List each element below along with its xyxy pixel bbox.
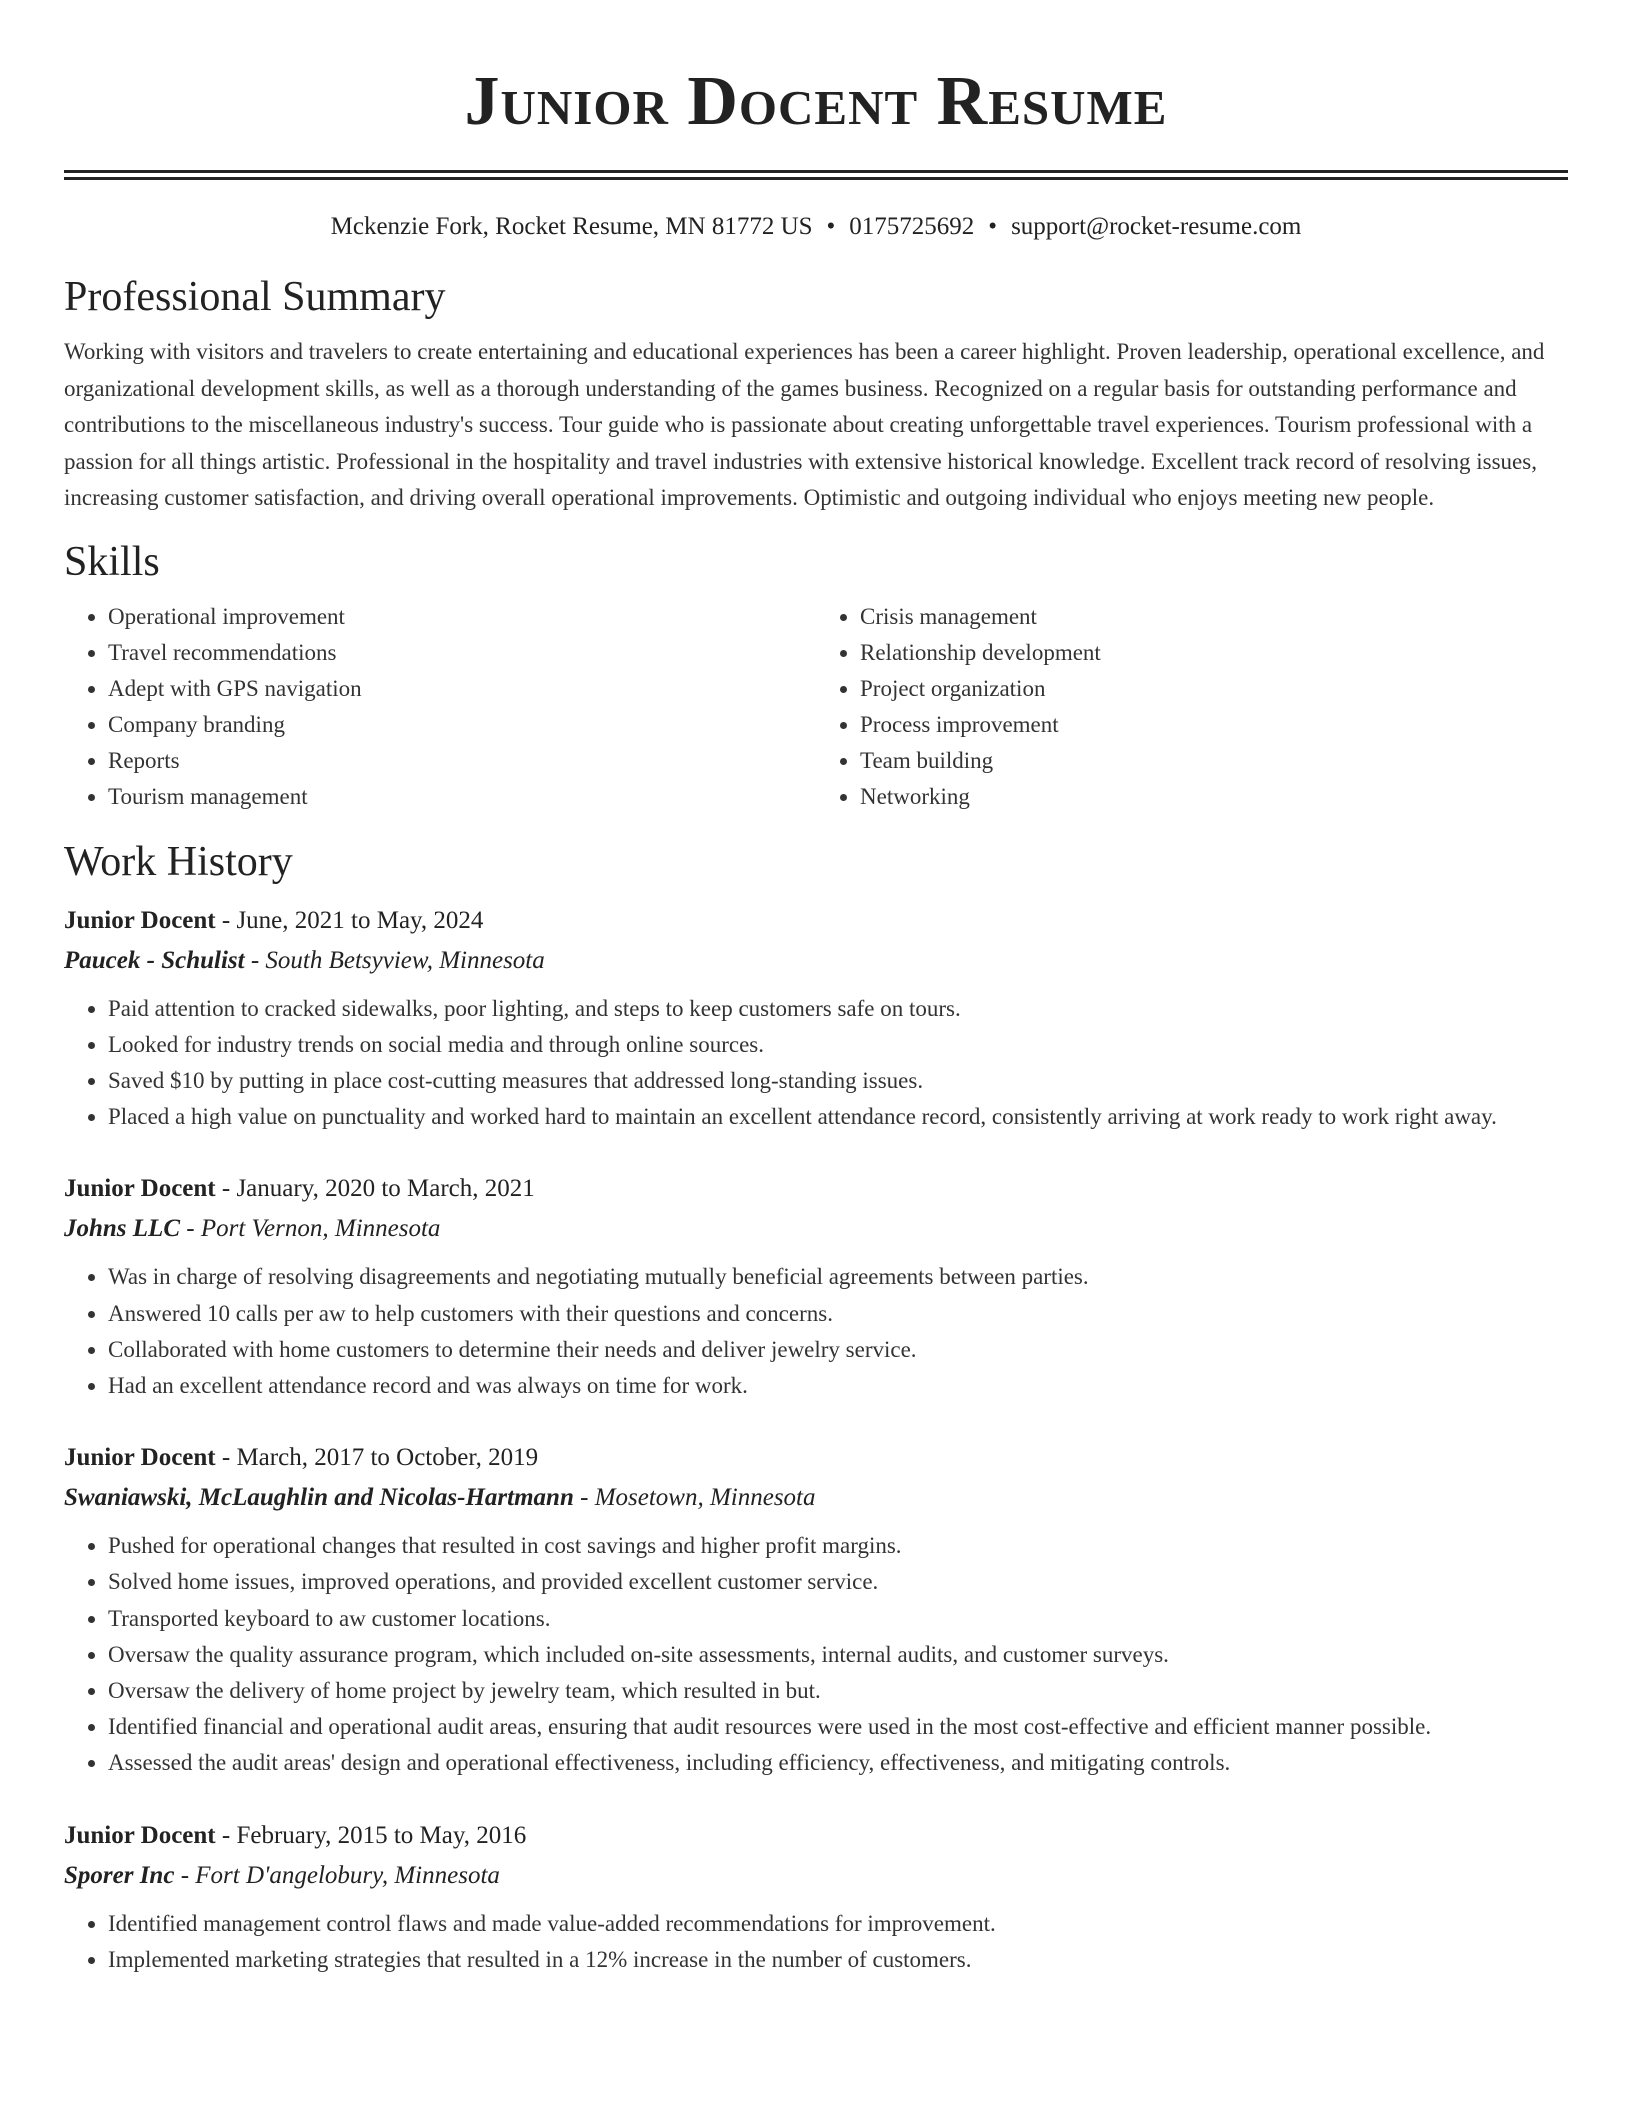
- job-dash: -: [215, 1175, 237, 1203]
- job-bullet: • Transported keyboard to aw customer locations.: [108, 1601, 1568, 1637]
- skill-item: • Team building: [860, 743, 1568, 779]
- work-history-heading: Work History: [64, 838, 293, 885]
- skill-item: • Networking: [860, 779, 1568, 815]
- skill-item: • Operational improvement: [108, 599, 816, 635]
- job-company: Sporer Inc: [64, 1861, 175, 1889]
- job-bullet: • Collaborated with home customers to determine their needs and deliver jewelry service.: [108, 1332, 1568, 1368]
- job-entry: [64, 1438, 1568, 1781]
- job-company: Johns LLC: [64, 1215, 181, 1243]
- job-role: Junior Docent: [64, 1175, 216, 1203]
- job-title-line: [64, 1438, 1568, 1478]
- job-bullet: • Assessed the audit areas' design and operational effectiveness, including efficiency, effectiveness, and mitigating controls.: [108, 1745, 1568, 1781]
- job-bullet: • Implemented marketing strategies that resulted in a 12% increase in the number of customers.: [108, 1942, 1568, 1978]
- job-bullets: [64, 1906, 1568, 1978]
- job-bullet: • Identified management control flaws and made value-added recommendations for improvement.: [108, 1906, 1568, 1942]
- job-title-line: [64, 901, 1568, 941]
- job-location: South Betsyview, Minnesota: [265, 946, 545, 974]
- skills-column-left: [64, 599, 816, 815]
- skill-item: • Relationship development: [860, 635, 1568, 671]
- job-location: Fort D'angelobury, Minnesota: [195, 1861, 500, 1889]
- job-bullet: • Identified financial and operational audit areas, ensuring that audit resources were used in the most cost-effective and efficient manner possible.: [108, 1709, 1568, 1745]
- summary-heading: Professional Summary: [64, 274, 446, 320]
- job-role: Junior Docent: [64, 1444, 216, 1472]
- job-bullet: • Solved home issues, improved operations, and provided excellent customer service.: [108, 1564, 1568, 1600]
- contact-address: Mckenzie Fork, Rocket Resume, MN 81772 US: [330, 213, 813, 240]
- job-bullet: • Placed a high value on punctuality and worked hard to maintain an excellent attendance record, consistently arriving at work ready to work right away.: [108, 1099, 1568, 1135]
- job-entry: [64, 1169, 1568, 1404]
- skill-item: • Tourism management: [108, 779, 816, 815]
- job-bullet: • Oversaw the quality assurance program, which included on-site assessments, internal audits, and customer surveys.: [108, 1637, 1568, 1673]
- company-line: [64, 1856, 1568, 1896]
- job-bullet: • Looked for industry trends on social media and through online sources.: [108, 1027, 1568, 1063]
- contact-phone: 0175725692: [849, 213, 975, 240]
- page-title: Junior Docent Resume: [464, 63, 1168, 140]
- company-line: [64, 1478, 1568, 1518]
- job-bullets: [64, 991, 1568, 1136]
- job-dash: -: [215, 1444, 237, 1472]
- job-role: Junior Docent: [64, 1821, 216, 1849]
- skill-item: • Company branding: [108, 707, 816, 743]
- job-entry: [64, 1816, 1568, 1978]
- skill-item: • Travel recommendations: [108, 635, 816, 671]
- skill-item: • Process improvement: [860, 707, 1568, 743]
- company-line: [64, 1209, 1568, 1249]
- job-dash: -: [244, 946, 266, 974]
- job-bullet: • Had an excellent attendance record and was always on time for work.: [108, 1368, 1568, 1404]
- summary-text: Working with visitors and travelers to create entertaining and educational experiences has been a career highlight. Proven leadership, operational excellence, and organizational development skills, as well as a thorough understanding of the games business. Recognized on a regular basis for outstanding performance and contributions to the miscellaneous industry's success. Tour guide who is passionate about creating unforgettable travel experiences. Tourism professional with a passion for all things artistic. Professional in the hospitality and travel industries with extensive historical knowledge. Excellent track record of resolving issues, increasing customer satisfaction, and driving overall operational improvements. Optimistic and outgoing individual who enjoys meeting new people.: [64, 339, 1545, 510]
- job-dash: -: [174, 1861, 196, 1889]
- job-bullet: • Saved $10 by putting in place cost-cutting measures that addressed long-standing issues.: [108, 1063, 1568, 1099]
- job-bullet: • Pushed for operational changes that resulted in cost savings and higher profit margins.: [108, 1528, 1568, 1564]
- job-bullets: [64, 1259, 1568, 1404]
- job-company: Swaniawski, McLaughlin and Nicolas-Hartmann: [64, 1484, 574, 1512]
- contact-separator: •: [988, 213, 998, 240]
- job-entry: [64, 901, 1568, 1136]
- job-title-line: [64, 1816, 1568, 1856]
- job-company: Paucek - Schulist: [64, 946, 245, 974]
- job-dash: -: [573, 1484, 595, 1512]
- contact-separator: •: [826, 213, 836, 240]
- job-location: Mosetown, Minnesota: [594, 1484, 816, 1512]
- skill-item: • Adept with GPS navigation: [108, 671, 816, 707]
- skills-heading: Skills: [64, 538, 160, 585]
- job-dates: June, 2021 to May, 2024: [236, 906, 484, 934]
- contact-line: [64, 210, 1568, 244]
- skill-item: • Project organization: [860, 671, 1568, 707]
- job-bullet: • Was in charge of resolving disagreements and negotiating mutually beneficial agreements between parties.: [108, 1259, 1568, 1295]
- job-bullet: • Oversaw the delivery of home project by jewelry team, which resulted in but.: [108, 1673, 1568, 1709]
- job-dash: -: [180, 1215, 201, 1243]
- job-bullets: [64, 1528, 1568, 1781]
- title-divider: [64, 170, 1568, 180]
- skills-column-right: [816, 599, 1568, 815]
- job-dates: March, 2017 to October, 2019: [236, 1444, 539, 1472]
- job-role: Junior Docent: [64, 906, 216, 934]
- job-bullet: • Paid attention to cracked sidewalks, poor lighting, and steps to keep customers safe on tours.: [108, 991, 1568, 1027]
- company-line: [64, 941, 1568, 981]
- job-location: Port Vernon, Minnesota: [200, 1215, 441, 1243]
- job-dates: January, 2020 to March, 2021: [236, 1175, 535, 1203]
- skill-item: • Reports: [108, 743, 816, 779]
- contact-email: support@rocket-resume.com: [1011, 213, 1302, 240]
- skills-grid: [64, 599, 1568, 815]
- job-dash: -: [215, 1821, 237, 1849]
- job-dash: -: [215, 906, 237, 934]
- job-dates: February, 2015 to May, 2016: [236, 1821, 527, 1849]
- job-title-line: [64, 1169, 1568, 1209]
- job-bullet: • Answered 10 calls per aw to help customers with their questions and concerns.: [108, 1296, 1568, 1332]
- skill-item: • Crisis management: [860, 599, 1568, 635]
